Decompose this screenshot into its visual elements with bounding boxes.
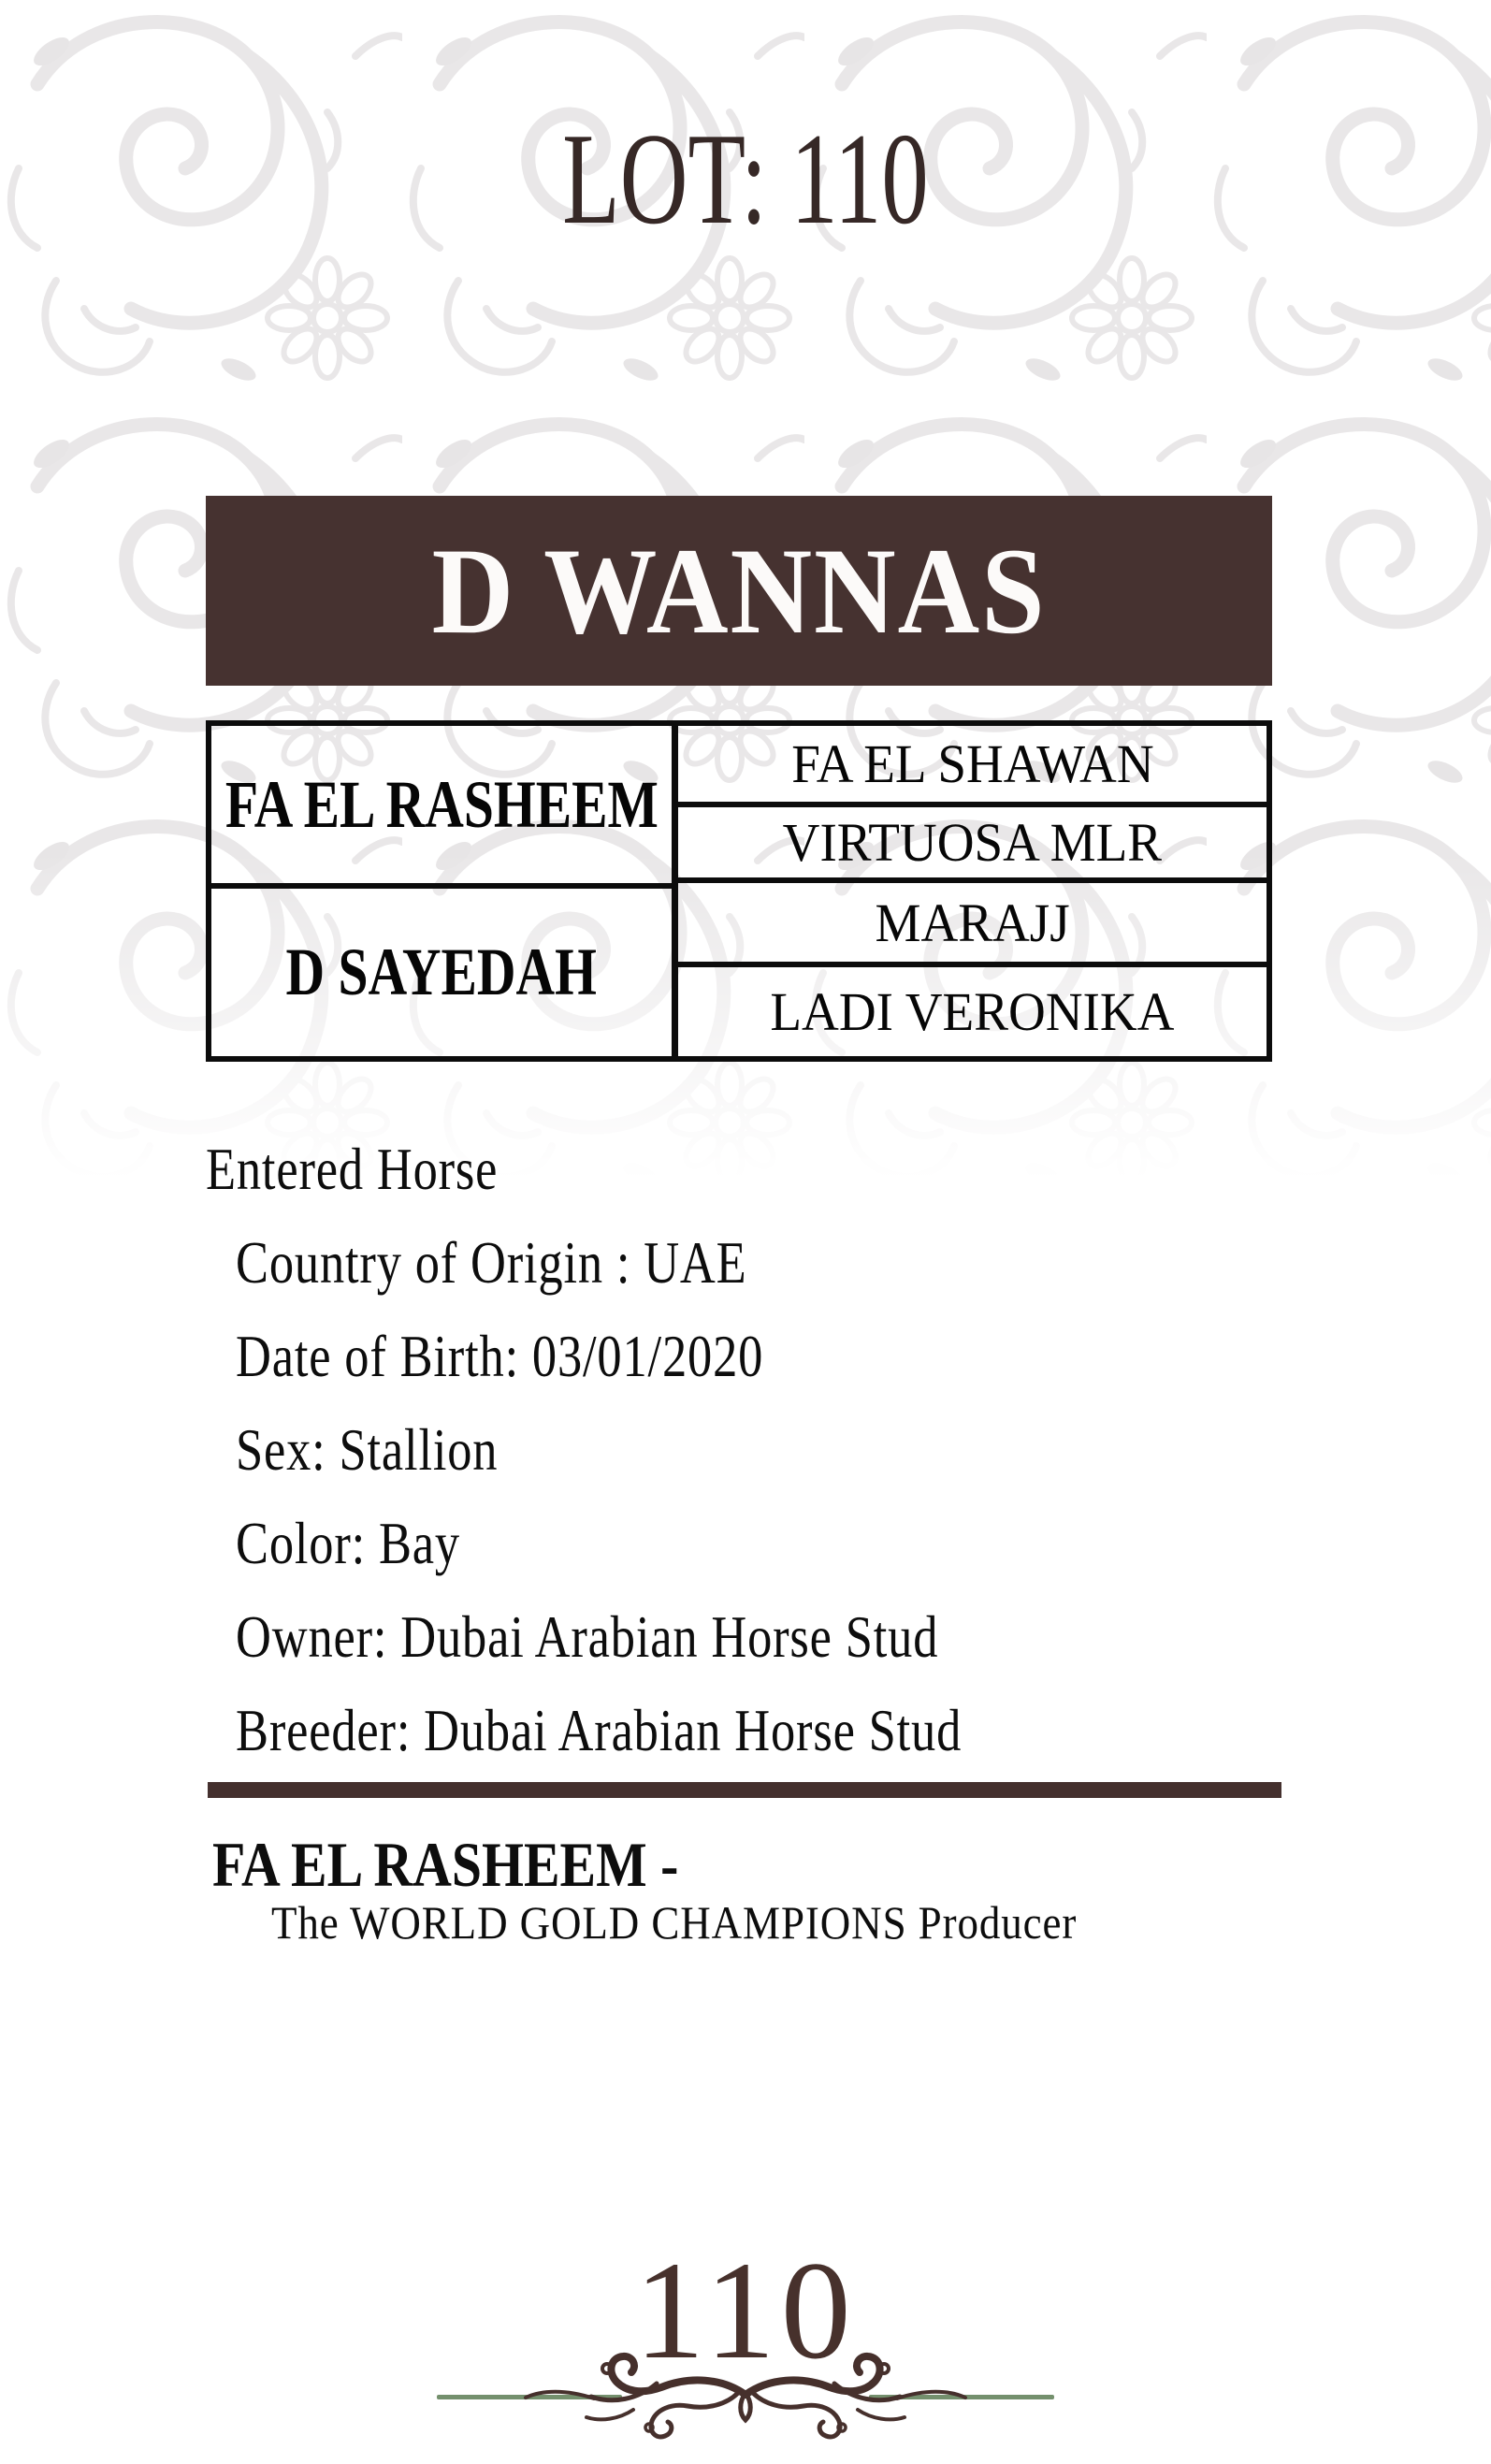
pedigree-cell-paternal-grandsire — [678, 726, 1267, 807]
footnote-tagline: The WORLD GOLD CHAMPIONS Producer — [271, 1896, 1078, 1949]
section-divider-bar — [208, 1782, 1281, 1798]
pedigree-cell-sire — [211, 726, 672, 889]
dam-name: D SAYEDAH — [285, 935, 598, 1009]
pedigree-cell-maternal-granddam — [678, 967, 1267, 1056]
pedigree-cell-paternal-granddam — [678, 807, 1267, 883]
footnote-sire-name: FA EL RASHEEM - — [212, 1829, 679, 1900]
pedigree-parents-column — [211, 726, 678, 1056]
sire-name: FA EL RASHEEM — [224, 766, 659, 842]
lot-heading — [0, 107, 1491, 252]
detail-sex: Sex: Stallion — [236, 1416, 499, 1483]
detail-owner: Owner: Dubai Arabian Horse Stud — [236, 1603, 939, 1670]
pedigree-grandparents-column — [678, 726, 1267, 1056]
lot-heading-text: LOT: 110 — [562, 107, 929, 252]
detail-country-of-origin: Country of Origin : UAE — [236, 1229, 747, 1296]
pedigree-table — [206, 720, 1272, 1062]
pedigree-cell-maternal-grandsire — [678, 883, 1267, 967]
detail-date-of-birth: Date of Birth: 03/01/2020 — [236, 1323, 764, 1389]
horse-name: D WANNAS — [431, 521, 1047, 659]
horse-details-section — [206, 1123, 1328, 1777]
paternal-grandsire-name: FA EL SHAWAN — [790, 733, 1154, 794]
detail-color: Color: Bay — [236, 1510, 460, 1576]
paternal-granddam-name: VIRTUOSA MLR — [782, 812, 1163, 873]
detail-breeder: Breeder: Dubai Arabian Horse Stud — [236, 1697, 963, 1763]
maternal-grandsire-name: MARAJJ — [875, 891, 1070, 953]
flourish-ornament-icon — [437, 2348, 1054, 2451]
maternal-granddam-name: LADI VERONIKA — [770, 981, 1175, 1042]
pedigree-cell-dam — [211, 889, 672, 1056]
page-number: 110 — [634, 2233, 857, 2388]
horse-name-banner — [206, 496, 1272, 686]
details-heading: Entered Horse — [206, 1136, 499, 1202]
